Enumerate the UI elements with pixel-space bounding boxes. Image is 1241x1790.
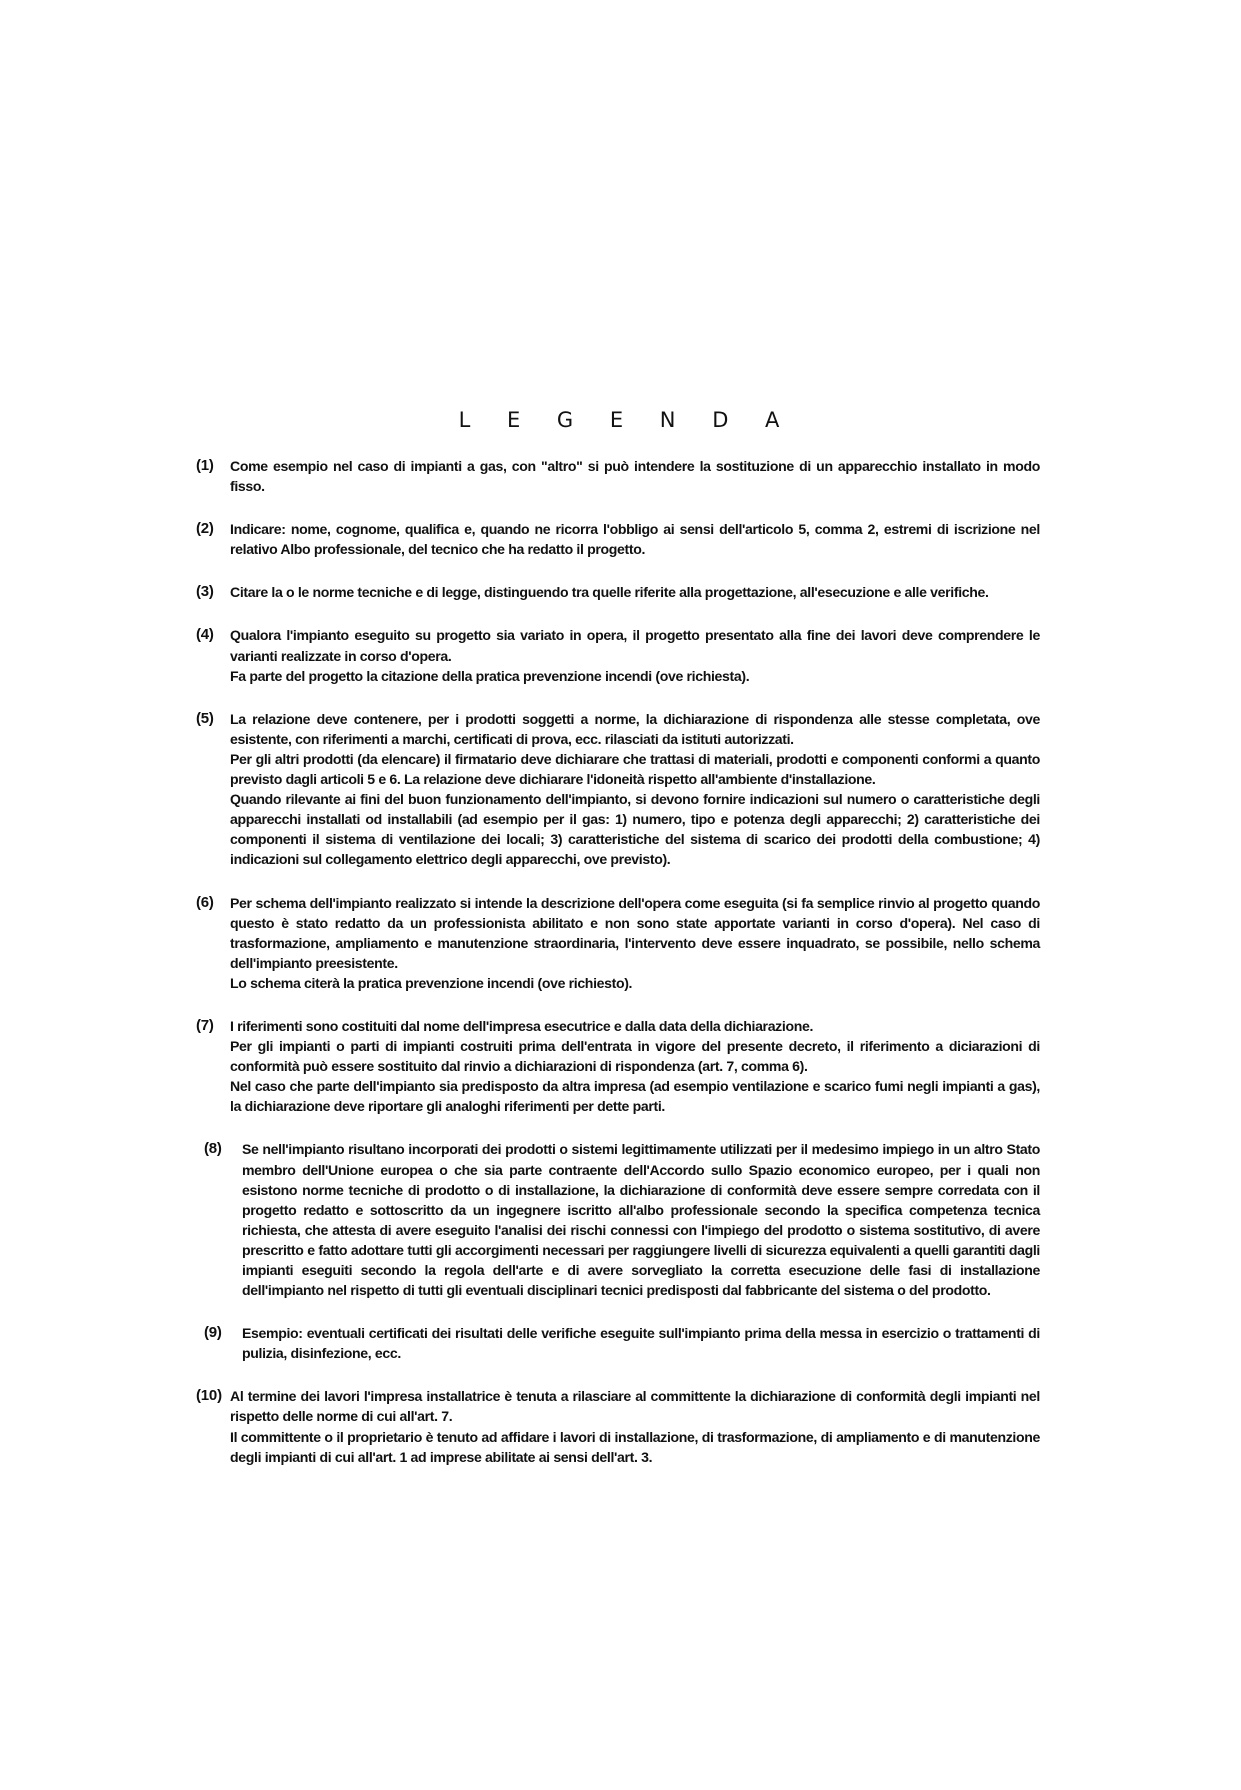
legend-note xyxy=(196,1323,1040,1363)
note-number: (1) xyxy=(196,457,214,474)
note-number: (4) xyxy=(196,626,214,644)
note-paragraph: Lo schema citerà la pratica prevenzione incendi (ove richiesto). xyxy=(230,974,633,991)
legend-note xyxy=(196,893,1040,993)
legend-title: L E G E N D A xyxy=(458,408,795,432)
note-paragraph: La relazione deve contenere, per i prodotti soggetti a norme, la dichiarazione di rispondenza alle stesse completata, ove esistente, con riferimenti a marchi, certificati di prova, ecc. rilasciati da istituti autorizzati. xyxy=(230,710,1040,747)
note-text xyxy=(230,1016,1040,1116)
note-paragraph: Indicare: nome, cognome, qualifica e, quando ne ricorra l'obbligo ai sensi dell'articolo 5, comma 2, estremi di iscrizione nel relativo Albo professionale, del tecnico che ha redatto il progetto. xyxy=(230,521,1040,558)
legend-notes-list xyxy=(196,456,1040,1490)
note-paragraph: I riferimenti sono costituiti dal nome dell'impresa esecutrice e dalla data della dichiarazione. xyxy=(230,1017,814,1034)
legend-note xyxy=(196,625,1040,685)
note-text xyxy=(230,893,1040,993)
note-text xyxy=(242,1139,1040,1300)
note-paragraph: Fa parte del progetto la citazione della pratica prevenzione incendi (ove richiesta). xyxy=(230,667,750,684)
note-number: (10) xyxy=(196,1387,222,1405)
note-paragraph: Per gli altri prodotti (da elencare) il firmatario deve dichiarare che trattasi di materiali, prodotti e componenti conformi a quanto previsto dagli articoli 5 e 6. La relazione deve dichiarare l'idoneità rispetto all'ambiente d'installazione. xyxy=(230,750,1040,788)
legend-note xyxy=(196,1139,1040,1300)
note-paragraph: Per gli impianti o parti di impianti costruiti prima dell'entrata in vigore del presente decreto, il riferimento a diciarazioni di conformità può essere sostituito dal rinvio a dichiarazioni di rispondenza (art. 7, comma 6). xyxy=(230,1038,1040,1075)
note-number: (5) xyxy=(196,709,214,727)
note-text xyxy=(230,582,1040,602)
note-number: (2) xyxy=(196,520,214,538)
note-text xyxy=(242,1323,1040,1363)
legend-note xyxy=(196,709,1040,870)
note-paragraph: Esempio: eventuali certificati dei risultati delle verifiche eseguite sull'impianto prima della messa in esercizio o trattamenti di pulizia, disinfezione, ecc. xyxy=(242,1325,1040,1362)
note-paragraph: Citare la o le norme tecniche e di legge, distinguendo tra quelle riferite alla progettazione, all'esecuzione e alle verifiche. xyxy=(230,584,989,601)
note-paragraph: Qualora l'impianto eseguito su progetto sia variato in opera, il progetto presentato alla fine dei lavori deve comprendere le varianti realizzate in corso d'opera. xyxy=(230,627,1040,664)
legend-note xyxy=(196,1386,1040,1466)
note-text xyxy=(230,456,1040,496)
note-text xyxy=(230,625,1040,685)
note-text xyxy=(230,519,1040,559)
legend-note xyxy=(196,519,1040,559)
note-paragraph: Quando rilevante ai fini del buon funzionamento dell'impianto, si devono fornire indicazioni sul numero o caratteristiche degli apparecchi installati od installabili (ad esempio per il gas: 1) numero, tipo e potenza degli apparecchi; 2) caratteristiche dei componenti il sistema di ventilazione dei locali; 3) caratteristiche del sistema di scarico dei prodotti della combustione; 4) indicazioni sul collegamento elettrico degli apparecchi, ove previsto). xyxy=(230,791,1040,868)
note-paragraph: Il committente o il proprietario è tenuto ad affidare i lavori di installazione, di trasformazione, di ampliamento e di manutenzione degli impianti di cui all'art. 1 ad imprese abilitate ai sensi dell'art. 3. xyxy=(230,1428,1040,1465)
legend-note xyxy=(196,582,1040,602)
legend-note xyxy=(196,456,1040,496)
legend-note xyxy=(196,1016,1040,1116)
note-paragraph: Al termine dei lavori l'impresa installatrice è tenuta a rilasciare al committente la dichiarazione di conformità degli impianti nel rispetto delle norme di cui all'art. 7. xyxy=(230,1388,1040,1425)
note-number: (9) xyxy=(204,1324,222,1342)
note-number: (6) xyxy=(196,893,214,911)
note-text xyxy=(230,1386,1040,1466)
note-paragraph: Per schema dell'impianto realizzato si intende la descrizione dell'opera come eseguita (si fa semplice rinvio al progetto quando questo è stato redatto da un professionista abilitato e non sono state apportate varianti in corso d'opera). Nel caso di trasformazione, ampliamento e manutenzione straordinaria, l'intervento deve essere inquadrato, se possibile, nello schema dell'impianto preesistente. xyxy=(230,894,1040,971)
note-number: (8) xyxy=(204,1140,222,1158)
note-paragraph: Come esempio nel caso di impianti a gas, con "altro" si può intendere la sostituzione di un apparecchio installato in modo fisso. xyxy=(230,458,1040,495)
note-number: (7) xyxy=(196,1016,214,1034)
note-number: (3) xyxy=(196,583,214,601)
note-text xyxy=(230,709,1040,870)
note-paragraph: Se nell'impianto risultano incorporati dei prodotti o sistemi legittimamente utilizzati per il medesimo impiego in un altro Stato membro dell'Unione europea o che sia parte contraente dell'Accordo sullo Spazio economico europeo, per i quali non esistono norme tecniche di prodotto o di installazione, la dichiarazione di conformità deve essere sempre corredata con il progetto redatto e sottoscritto da un ingegnere iscritto all'albo professionale secondo la specifica competenza tecnica richiesta, che attesta di avere eseguito l'analisi dei rischi connessi con l'impiego del prodotto o sistema sostitutivo, di avere prescritto e fatto adottare tutti gli accorgimenti necessari per raggiungere livelli di sicurezza equivalenti a quelli garantiti dagli impianti eseguiti secondo la regola dell'arte e di avere sorvegliato la corretta esecuzione delle fasi di installazione dell'impianto nel rispetto di tutti gli eventuali disciplinari tecnici predisposti dal fabbricante del sistema o del prodotto. xyxy=(242,1141,1040,1299)
note-paragraph: Nel caso che parte dell'impianto sia predisposto da altra impresa (ad esempio ventilazione e scarico fumi negli impianti a gas), la dichiarazione deve riportare gli analoghi riferimenti per dette parti. xyxy=(230,1078,1040,1115)
